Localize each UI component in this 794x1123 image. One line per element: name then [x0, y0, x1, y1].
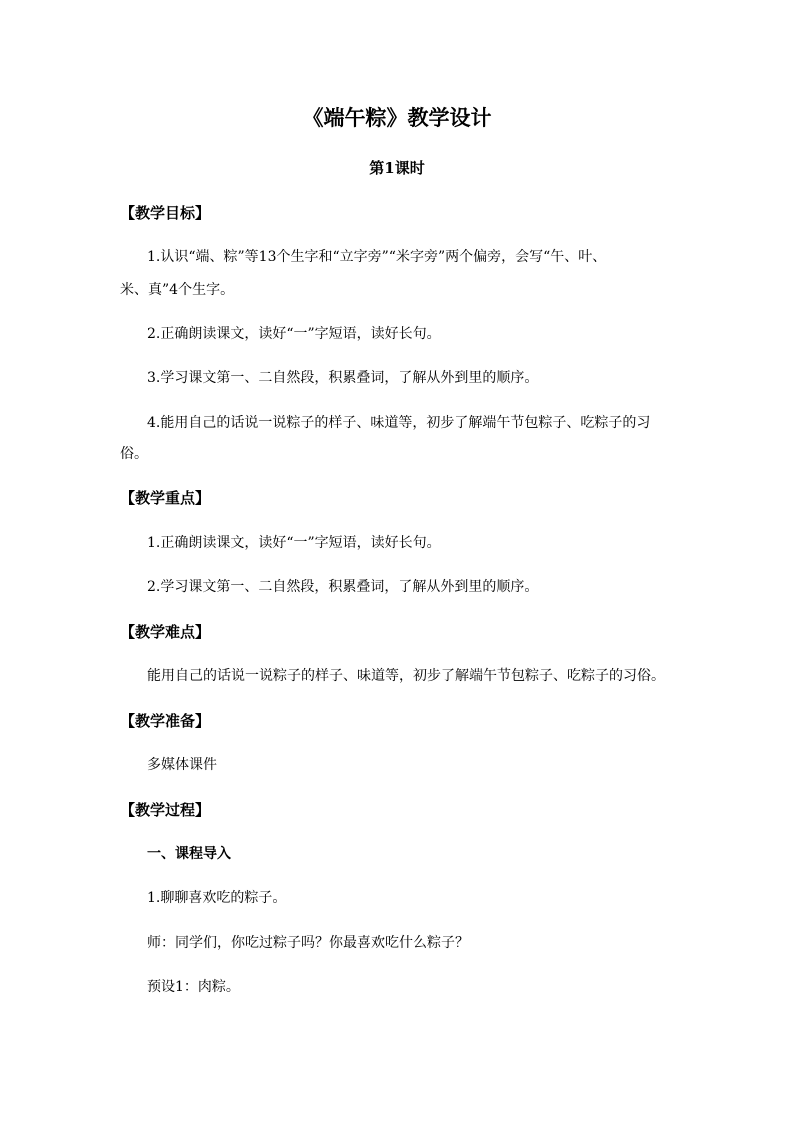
difficulties-text: 能用自己的话说一说粽子的样子、味道等，初步了解端午节包粽子、吃粽子的习俗。 [147, 668, 665, 684]
objective-item-1-continued: 米、真”4个生字。 [120, 282, 235, 298]
key-point-item-2: 2.学习课文第一、二自然段，积累叠词，了解从外到里的顺序。 [147, 579, 539, 595]
process-step-1: 1.聊聊喜欢吃的粽子。 [147, 890, 287, 906]
key-points-heading: 【教学重点】 [120, 489, 211, 507]
objective-item-4: 4.能用自己的话说一说粽子的样子、味道等，初步了解端午节包粽子、吃粽子的习 [147, 415, 651, 431]
process-section-1-title: 一、课程导入 [147, 846, 231, 862]
objectives-heading: 【教学目标】 [120, 204, 211, 222]
preset-answer-1: 预设1：肉粽。 [147, 979, 240, 995]
preparation-heading: 【教学准备】 [120, 712, 211, 730]
lesson-period: 第1课时 [369, 159, 425, 177]
difficulties-heading: 【教学难点】 [120, 623, 211, 641]
preparation-text: 多媒体课件 [147, 757, 217, 773]
objective-item-3: 3.学习课文第一、二自然段，积累叠词，了解从外到里的顺序。 [147, 370, 539, 386]
process-heading: 【教学过程】 [120, 801, 211, 819]
objective-item-1: 1.认识“端、粽”等13个生字和“立字旁”“米字旁”两个偏旁，会写“午、叶、 [147, 249, 607, 265]
teacher-question: 师：同学们，你吃过粽子吗？你最喜欢吃什么粽子？ [147, 935, 469, 951]
objective-item-2: 2.正确朗读课文，读好“一”字短语，读好长句。 [147, 326, 441, 342]
objective-item-4-continued: 俗。 [120, 446, 148, 462]
key-point-item-1: 1.正确朗读课文，读好“一”字短语，读好长句。 [147, 535, 441, 551]
document-title: 《端午粽》教学设计 [302, 105, 492, 130]
